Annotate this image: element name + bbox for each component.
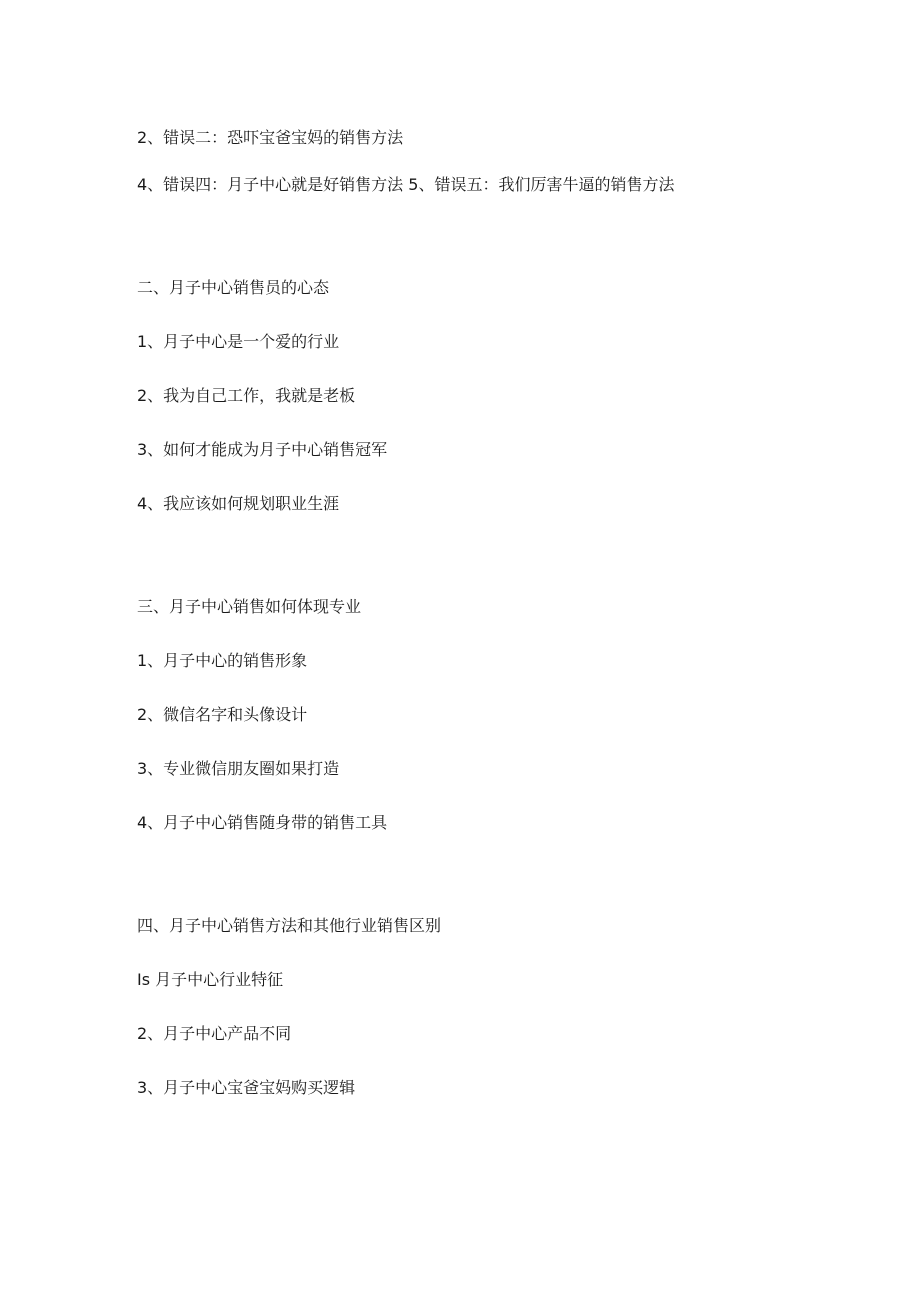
list-item: 2、我为自己工作，我就是老板 [137, 386, 356, 405]
list-item: 2、月子中心产品不同 [137, 1024, 292, 1043]
list-item: 3、月子中心宝爸宝妈购买逻辑 [137, 1078, 356, 1097]
list-item: 2、错误二：恐吓宝爸宝妈的销售方法 [137, 128, 404, 147]
section-heading: 二、月子中心销售员的心态 [137, 278, 330, 297]
list-item: 4、错误四：月子中心就是好销售方法 5、错误五：我们厉害牛逼的销售方法 [137, 175, 675, 194]
list-item: 3、专业微信朋友圈如果打造 [137, 759, 340, 778]
list-item: 3、如何才能成为月子中心销售冠军 [137, 440, 388, 459]
list-item: Is 月子中心行业特征 [137, 970, 284, 989]
list-item: 1、月子中心的销售形象 [137, 651, 308, 670]
list-item: 4、我应该如何规划职业生涯 [137, 494, 340, 513]
list-item: 1、月子中心是一个爱的行业 [137, 332, 340, 351]
list-item: 4、月子中心销售随身带的销售工具 [137, 813, 388, 832]
section-heading: 三、月子中心销售如何体现专业 [137, 597, 362, 616]
section-heading: 四、月子中心销售方法和其他行业销售区别 [137, 916, 442, 935]
list-item: 2、微信名字和头像设计 [137, 705, 308, 724]
